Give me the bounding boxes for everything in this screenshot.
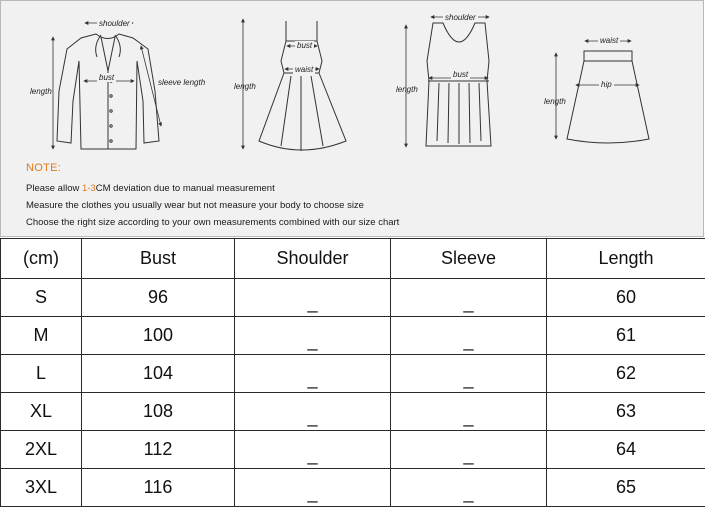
dress-waist-label: waist: [293, 65, 315, 74]
note-line-deviation: [26, 183, 275, 194]
measurement-guide-panel: [0, 0, 704, 237]
header-length: Length: [547, 239, 705, 279]
blouse-bust-label: bust: [97, 73, 116, 82]
table-row: [1, 431, 705, 469]
length-cell: 60: [547, 279, 705, 317]
size-cell: S: [1, 279, 82, 317]
table-row: [1, 469, 705, 507]
sleeve-cell: [391, 355, 547, 393]
note-deviation-range: 1-3: [82, 183, 96, 194]
header-cm: (cm): [1, 239, 82, 279]
note-line-deviation-suffix: CM deviation due to manual measurement: [96, 183, 275, 194]
shoulder-value: _: [307, 445, 317, 466]
length-cell: 62: [547, 355, 705, 393]
sleeve-value: _: [463, 331, 473, 352]
shoulder-cell: [235, 469, 391, 507]
blouse-length-label: length: [30, 87, 52, 96]
header-shoulder: Shoulder: [235, 239, 391, 279]
sleeve-value: _: [463, 445, 473, 466]
size-cell: 2XL: [1, 431, 82, 469]
header-bust: Bust: [82, 239, 235, 279]
note-title: NOTE:: [26, 162, 61, 174]
table-row: [1, 355, 705, 393]
note-line-choose: Choose the right size according to your own measurements combined with our size chart: [26, 217, 399, 228]
sleeve-cell: [391, 469, 547, 507]
shoulder-cell: [235, 355, 391, 393]
shoulder-value: _: [307, 483, 317, 504]
note-line-deviation-prefix: Please allow: [26, 183, 82, 194]
table-row: [1, 317, 705, 355]
bust-cell: 96: [82, 279, 235, 317]
bust-cell: 104: [82, 355, 235, 393]
note-line-measure: Measure the clothes you usually wear but not measure your body to choose size: [26, 200, 364, 211]
skirt-hip-label: hip: [599, 80, 614, 89]
sleeve-cell: [391, 431, 547, 469]
size-chart-table: [0, 238, 705, 507]
shoulder-value: _: [307, 407, 317, 428]
shoulder-cell: [235, 279, 391, 317]
tank-top-illustration: [406, 17, 491, 147]
table-row: [1, 393, 705, 431]
sleeve-value: _: [463, 407, 473, 428]
bust-cell: 112: [82, 431, 235, 469]
shoulder-value: _: [307, 369, 317, 390]
length-cell: 63: [547, 393, 705, 431]
tank-bust-label: bust: [451, 70, 470, 79]
shoulder-value: _: [307, 293, 317, 314]
dress-bust-label: bust: [295, 41, 314, 50]
sleeve-value: _: [463, 483, 473, 504]
sleeve-cell: [391, 317, 547, 355]
sleeve-value: _: [463, 293, 473, 314]
tank-shoulder-label: shoulder: [443, 13, 478, 22]
bust-cell: 108: [82, 393, 235, 431]
sleeve-cell: [391, 279, 547, 317]
shoulder-cell: [235, 317, 391, 355]
size-cell: L: [1, 355, 82, 393]
length-cell: 64: [547, 431, 705, 469]
size-chart-header-row: [1, 239, 705, 279]
size-cell: 3XL: [1, 469, 82, 507]
header-sleeve: Sleeve: [391, 239, 547, 279]
bust-cell: 100: [82, 317, 235, 355]
size-cell: XL: [1, 393, 82, 431]
shoulder-value: _: [307, 331, 317, 352]
skirt-waist-label: waist: [598, 36, 620, 45]
tank-length-label: length: [396, 85, 418, 94]
length-cell: 65: [547, 469, 705, 507]
blouse-shoulder-label: shoulder: [97, 19, 132, 28]
sleeve-value: _: [463, 369, 473, 390]
sleeve-cell: [391, 393, 547, 431]
dress-illustration: [243, 19, 346, 151]
dress-length-label: length: [234, 82, 256, 91]
shoulder-cell: [235, 393, 391, 431]
length-cell: 61: [547, 317, 705, 355]
blouse-illustration: [53, 23, 161, 149]
shoulder-cell: [235, 431, 391, 469]
blouse-sleeve-length-label: sleeve length: [158, 78, 205, 87]
size-cell: M: [1, 317, 82, 355]
skirt-illustration: [556, 41, 649, 143]
table-row: [1, 279, 705, 317]
skirt-length-label: length: [544, 97, 566, 106]
bust-cell: 116: [82, 469, 235, 507]
